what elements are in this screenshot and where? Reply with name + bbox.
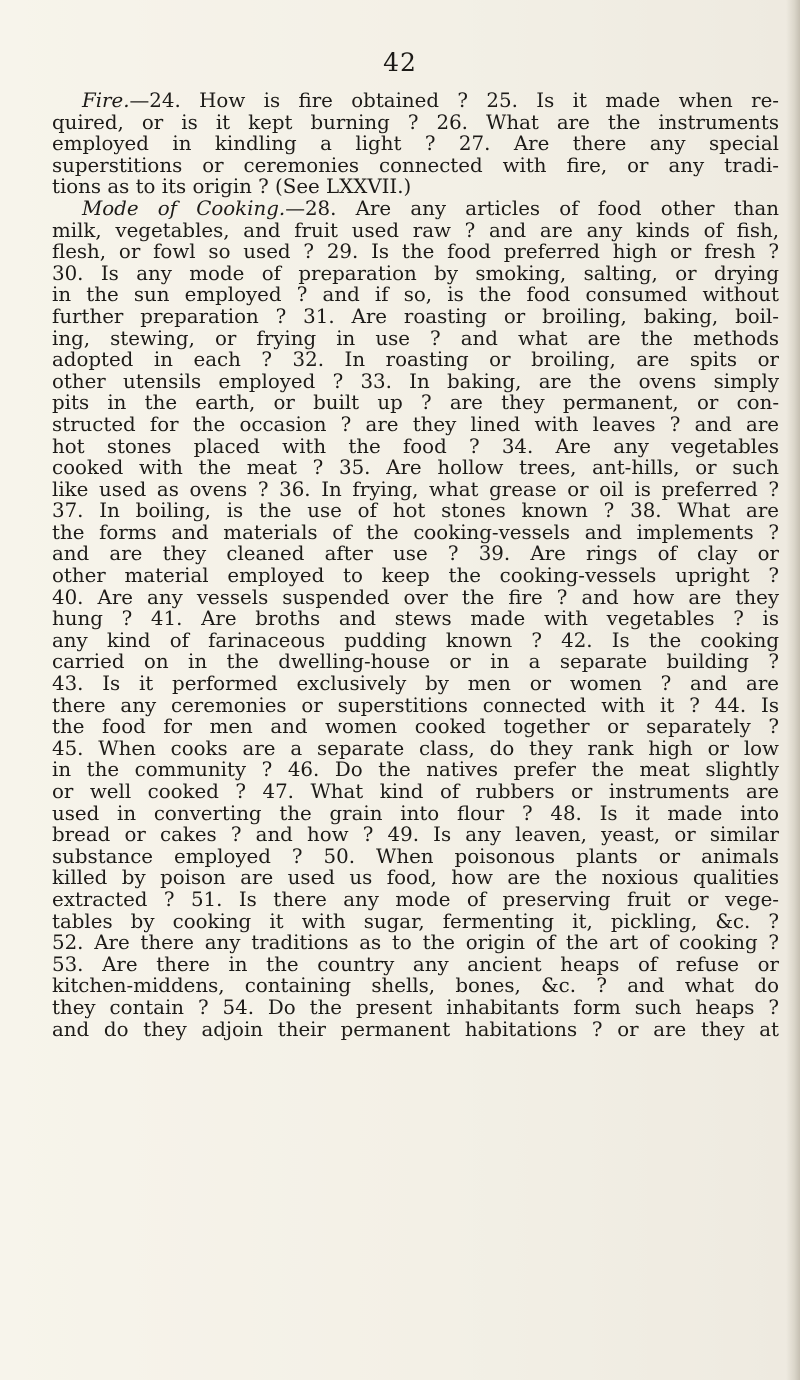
text-line: —24. How is fire obtained ? 25. Is it made when re- [129,89,779,112]
text-line: ing, stewing, or frying in use ? and what are the methods [52,326,779,350]
text-line: hot stones placed with the food ? 34. Are any vegetables [52,434,779,458]
text-line: they contain ? 54. Do the present inhabitants form such heaps ? [52,995,779,1019]
text-line: in the community ? 46. Do the natives prefer the meat slightly [52,758,779,782]
text-line: flesh, or fowl so used ? 29. Is the food preferred high or fresh ? [52,240,779,264]
text-line: carried on in the dwelling-house or in a separate building ? [52,650,779,674]
text-line: other utensils employed ? 33. In baking, are the ovens simply [52,369,779,393]
text-line: 37. In boiling, is the use of hot stones known ? 38. What are [52,499,779,523]
text-line: killed by poison are used us food, how are the noxious qualities [52,866,779,890]
text-line: or well cooked ? 47. What kind of rubbers or instruments are [52,780,779,803]
text-line: substance employed ? 50. When poisonous plants or animals [52,844,779,868]
section-heading-fire: Fire. [82,89,130,112]
paragraph-first-line [52,90,779,112]
text-line: 52. Are there any traditions as to the origin of the art of cooking ? [52,931,779,955]
text-line: bread or cakes ? and how ? 49. Is any leaven, yeast, or similar [52,823,779,847]
text-line: and do they adjoin their permanent habitations ? or are they at [52,1017,779,1041]
paragraph-first-line [52,198,779,220]
text-line: further preparation ? 31. Are roasting or broiling, baking, boil- [52,304,779,328]
text-line: hung ? 41. Are broths and stews made with vegetables ? is [52,607,779,631]
page-edge-shadow [786,0,800,1380]
text-line: quired, or is it kept burning ? 26. What are the instruments [52,110,779,134]
text-line: the food for men and women cooked together or separately ? [52,715,779,739]
body-text [52,90,779,1040]
text-line: used in converting the grain into flour ? 48. Is it made into [52,801,779,825]
text-line: pits in the earth, or built up ? are they permanent, or con- [52,391,779,415]
text-line: adopted in each ? 32. In roasting or broiling, are spits or [52,348,779,372]
text-line: 45. When cooks are a separate class, do they rank high or low [52,736,779,760]
text-line: 53. Are there in the country any ancient heaps of refuse or [52,952,779,976]
text-line: structed for the occasion ? are they lined with leaves ? and are [52,412,779,436]
text-line: tables by cooking it with sugar, fermenting it, pickling, &c. ? [52,909,779,933]
text-line: employed in kindling a light ? 27. Are there any special [52,132,779,156]
text-line: tions as to its origin ? (See LXXVII.) [52,175,412,199]
text-line: other material employed to keep the cooking-vessels upright ? [52,564,779,588]
text-line: —28. Are any articles of food other than [285,196,779,220]
section-heading-cooking: Mode of Cooking. [82,196,286,220]
text-line: there any ceremonies or superstitions connected with it ? 44. Is [52,693,779,717]
text-line: 30. Is any mode of preparation by smoking, salting, or drying [52,261,779,285]
text-line: and are they cleaned after use ? 39. Are rings of clay or [52,542,779,566]
text-line: extracted ? 51. Is there any mode of preserving fruit or vege- [52,887,779,911]
text-line: kitchen-middens, containing shells, bones, &c. ? and what do [52,974,779,998]
text-line: any kind of farinaceous pudding known ? 42. Is the cooking [52,628,779,652]
text-line: like used as ovens ? 36. In frying, what grease or oil is preferred ? [52,477,779,501]
text-line: in the sun employed ? and if so, is the food consumed without [52,283,779,307]
paragraph-mode-of-cooking [52,198,779,1040]
paragraph-fire [52,90,779,198]
text-line: 43. Is it performed exclusively by men or women ? and are [52,672,779,696]
text-line: cooked with the meat ? 35. Are hollow trees, ant-hills, or such [52,456,779,480]
text-line: milk, vegetables, and fruit used raw ? and are any kinds of fish, [52,218,779,242]
text-line: the forms and materials of the cooking-vessels and implements ? [52,520,779,544]
text-line: superstitions or ceremonies connected with fire, or any tradi- [52,153,779,177]
text-line: 40. Are any vessels suspended over the fire ? and how are they [52,585,779,609]
page-number: 42 [383,48,417,77]
